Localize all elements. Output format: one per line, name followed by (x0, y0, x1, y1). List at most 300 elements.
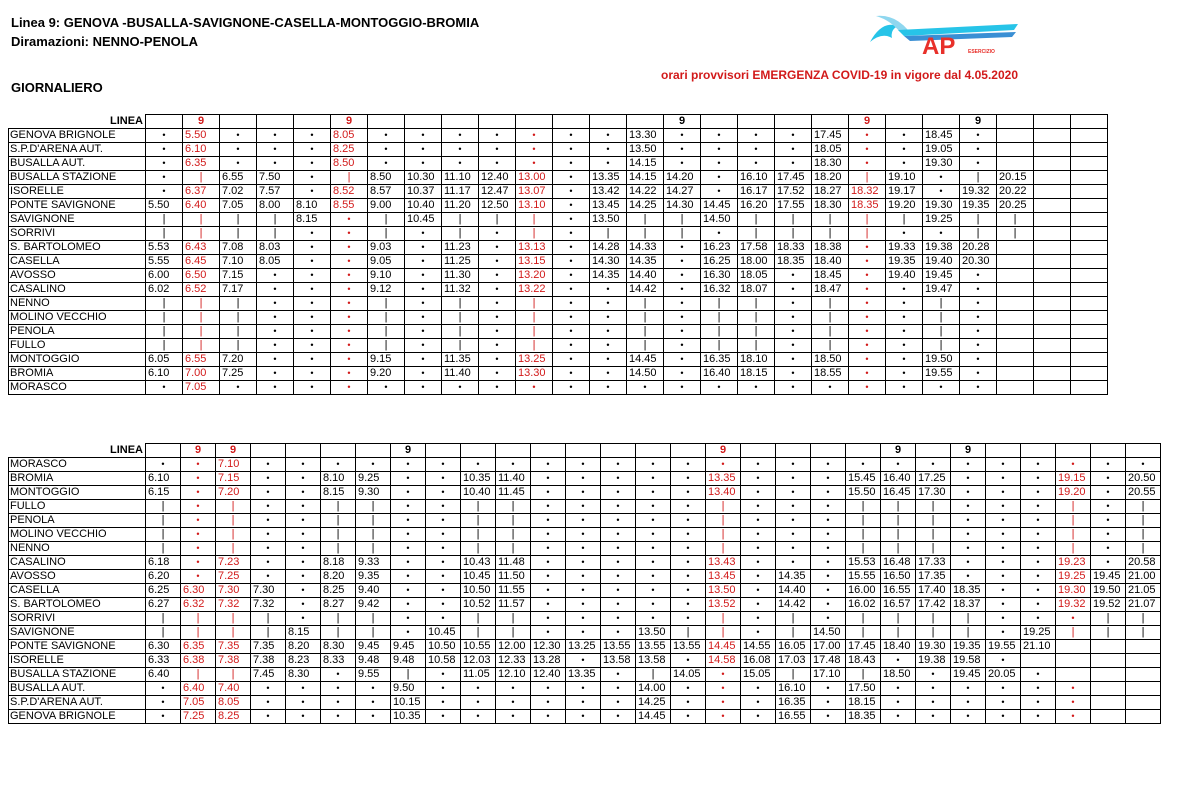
time-cell: • (671, 472, 706, 486)
time-cell: • (426, 472, 461, 486)
time-cell: • (741, 556, 776, 570)
time-cell: 16.55 (881, 584, 916, 598)
time-cell: • (775, 143, 812, 157)
time-cell: • (294, 311, 331, 325)
time-cell: 18.45 (812, 269, 849, 283)
stop-name: BUSALLA STAZIONE (9, 171, 146, 185)
time-cell: • (286, 472, 321, 486)
time-cell: • (916, 458, 951, 472)
time-cell: | (461, 528, 496, 542)
time-cell: 20.22 (997, 185, 1034, 199)
time-cell: • (664, 311, 701, 325)
time-cell: | (951, 626, 986, 640)
time-cell: | (923, 339, 960, 353)
time-cell: • (553, 339, 590, 353)
time-cell: • (701, 381, 738, 395)
time-cell: | (916, 626, 951, 640)
time-cell: • (531, 696, 566, 710)
time-cell: | (496, 528, 531, 542)
time-cell: 16.23 (701, 241, 738, 255)
time-cell: • (531, 570, 566, 584)
time-cell: • (146, 458, 181, 472)
time-cell: | (916, 514, 951, 528)
time-cell: • (775, 311, 812, 325)
time-cell: • (531, 556, 566, 570)
time-cell: • (391, 486, 426, 500)
line-number-cell (294, 115, 331, 129)
time-cell: 20.50 (1126, 472, 1161, 486)
time-cell (1034, 213, 1071, 227)
time-cell: • (776, 486, 811, 500)
time-cell: • (738, 129, 775, 143)
time-cell: • (741, 514, 776, 528)
time-cell: • (601, 458, 636, 472)
time-cell: • (461, 682, 496, 696)
time-cell: • (294, 353, 331, 367)
line-number-cell: 9 (331, 115, 368, 129)
page-subtitle: Diramazioni: NENNO-PENOLA (11, 34, 199, 49)
stop-name: S. BARTOLOMEO (9, 241, 146, 255)
line-number-cell (601, 444, 636, 458)
time-cell: 18.15 (846, 696, 881, 710)
time-cell: 10.55 (461, 640, 496, 654)
time-cell: • (811, 584, 846, 598)
time-cell: • (671, 556, 706, 570)
time-cell: | (997, 227, 1034, 241)
time-cell: • (601, 710, 636, 724)
time-cell: • (671, 500, 706, 514)
time-cell: 10.50 (426, 640, 461, 654)
time-cell: | (442, 297, 479, 311)
time-cell: • (286, 682, 321, 696)
time-cell: • (664, 129, 701, 143)
time-cell: • (566, 486, 601, 500)
line-number-cell: 9 (216, 444, 251, 458)
time-cell: • (590, 311, 627, 325)
time-cell: 7.17 (220, 283, 257, 297)
line-number-cell (146, 115, 183, 129)
line-number-cell (566, 444, 601, 458)
time-cell: • (146, 185, 183, 199)
time-cell: • (881, 654, 916, 668)
time-cell: 6.52 (183, 283, 220, 297)
time-cell: • (553, 381, 590, 395)
time-cell: | (881, 542, 916, 556)
time-cell: • (636, 514, 671, 528)
time-cell: • (257, 269, 294, 283)
time-cell: 14.45 (706, 640, 741, 654)
time-cell: • (294, 241, 331, 255)
time-cell: • (664, 143, 701, 157)
time-cell: • (553, 143, 590, 157)
time-cell: • (916, 710, 951, 724)
time-cell (1071, 157, 1108, 171)
stop-row (9, 472, 1161, 486)
line-number-cell (516, 115, 553, 129)
stop-name: BROMIA (9, 367, 146, 381)
time-cell: • (986, 696, 1021, 710)
time-cell: 7.25 (216, 570, 251, 584)
time-cell: 14.42 (776, 598, 811, 612)
time-cell: • (553, 171, 590, 185)
time-cell: • (811, 682, 846, 696)
time-cell: | (701, 311, 738, 325)
time-cell: • (849, 157, 886, 171)
time-cell: 9.48 (356, 654, 391, 668)
stop-row (9, 171, 1108, 185)
time-cell: | (356, 612, 391, 626)
stop-name: BUSALLA STAZIONE (9, 668, 146, 682)
time-cell: 18.10 (738, 353, 775, 367)
time-cell: • (405, 129, 442, 143)
time-cell: • (986, 584, 1021, 598)
time-cell (997, 367, 1034, 381)
time-cell: • (960, 367, 997, 381)
time-cell: • (405, 311, 442, 325)
time-cell: • (738, 143, 775, 157)
time-cell: | (1056, 542, 1091, 556)
time-cell: 16.32 (701, 283, 738, 297)
time-cell (1034, 241, 1071, 255)
logo-text: AP (922, 33, 956, 60)
time-cell: 19.15 (1056, 472, 1091, 486)
time-cell: 14.45 (701, 199, 738, 213)
time-cell: | (368, 325, 405, 339)
stop-name: GENOVA BRIGNOLE (9, 129, 146, 143)
time-cell: • (286, 570, 321, 584)
line-number-cell (986, 444, 1021, 458)
time-cell: 6.43 (183, 241, 220, 255)
time-cell: • (496, 458, 531, 472)
time-cell: • (811, 612, 846, 626)
time-cell: • (671, 584, 706, 598)
time-cell: • (516, 143, 553, 157)
time-cell: | (1126, 528, 1161, 542)
time-cell: • (181, 486, 216, 500)
time-cell: • (405, 367, 442, 381)
time-cell: • (701, 185, 738, 199)
time-cell: • (181, 472, 216, 486)
time-cell: | (664, 213, 701, 227)
time-cell: • (741, 458, 776, 472)
line-number-cell (442, 115, 479, 129)
time-cell: • (706, 458, 741, 472)
stop-row (9, 654, 1161, 668)
line-number-cell (671, 444, 706, 458)
time-cell: • (257, 129, 294, 143)
time-cell: | (590, 227, 627, 241)
time-cell: 19.35 (960, 199, 997, 213)
time-cell: 8.55 (331, 199, 368, 213)
time-cell: • (566, 458, 601, 472)
time-cell: • (601, 668, 636, 682)
time-cell: • (601, 514, 636, 528)
time-cell: • (566, 682, 601, 696)
time-cell: • (1021, 514, 1056, 528)
time-cell: 13.52 (706, 598, 741, 612)
line-number-cell (590, 115, 627, 129)
time-cell (1126, 640, 1161, 654)
time-cell: 9.00 (368, 199, 405, 213)
time-cell: • (391, 472, 426, 486)
stop-name: FULLO (9, 339, 146, 353)
time-cell: | (849, 171, 886, 185)
line-number-cell (286, 444, 321, 458)
time-cell: • (601, 626, 636, 640)
line-number-cell (405, 115, 442, 129)
time-cell: • (426, 542, 461, 556)
time-cell: | (183, 339, 220, 353)
time-cell: • (286, 696, 321, 710)
time-cell: • (461, 458, 496, 472)
time-cell: 7.05 (181, 696, 216, 710)
time-cell: • (331, 297, 368, 311)
stop-row (9, 486, 1161, 500)
time-cell: 9.33 (356, 556, 391, 570)
time-cell: | (516, 227, 553, 241)
time-cell: | (1056, 626, 1091, 640)
time-cell: • (531, 598, 566, 612)
stop-name: SORRIVI (9, 612, 146, 626)
time-cell: 6.45 (183, 255, 220, 269)
time-cell: 17.45 (846, 640, 881, 654)
time-cell: 6.35 (183, 157, 220, 171)
time-cell: • (886, 311, 923, 325)
time-cell: 8.33 (321, 654, 356, 668)
time-cell: • (294, 325, 331, 339)
time-cell: • (775, 367, 812, 381)
time-cell: | (368, 213, 405, 227)
stop-name: ISORELLE (9, 185, 146, 199)
time-cell: • (671, 542, 706, 556)
time-cell: 16.08 (741, 654, 776, 668)
time-cell: | (331, 171, 368, 185)
time-cell: • (671, 612, 706, 626)
time-cell: 7.08 (220, 241, 257, 255)
time-cell: | (257, 213, 294, 227)
time-cell: • (405, 143, 442, 157)
time-cell: • (566, 500, 601, 514)
time-cell: • (849, 241, 886, 255)
stop-name: AVOSSO (9, 269, 146, 283)
time-cell: | (183, 325, 220, 339)
time-cell: 18.33 (775, 241, 812, 255)
time-cell: 17.45 (812, 129, 849, 143)
time-cell: • (286, 528, 321, 542)
line-number-cell (531, 444, 566, 458)
time-cell: • (986, 598, 1021, 612)
time-cell: • (479, 297, 516, 311)
stop-row (9, 227, 1108, 241)
time-cell: 8.10 (321, 472, 356, 486)
stop-name: PENOLA (9, 514, 146, 528)
time-cell: • (553, 325, 590, 339)
time-cell: • (1091, 542, 1126, 556)
time-cell: • (331, 213, 368, 227)
time-cell: • (426, 500, 461, 514)
time-cell: • (251, 542, 286, 556)
time-cell: 7.25 (181, 710, 216, 724)
time-cell: 9.15 (368, 353, 405, 367)
stop-row (9, 668, 1161, 682)
time-cell: 19.45 (923, 269, 960, 283)
time-cell: • (426, 696, 461, 710)
time-cell: • (220, 129, 257, 143)
time-cell: • (601, 556, 636, 570)
time-cell: • (986, 654, 1021, 668)
time-cell: • (294, 283, 331, 297)
time-cell: • (286, 542, 321, 556)
time-cell: • (553, 353, 590, 367)
time-cell: • (601, 528, 636, 542)
time-cell (1071, 367, 1108, 381)
time-cell: | (701, 325, 738, 339)
time-cell: 18.40 (881, 640, 916, 654)
time-cell (997, 325, 1034, 339)
stop-row (9, 584, 1161, 598)
time-cell: 10.43 (461, 556, 496, 570)
time-cell: • (886, 353, 923, 367)
line-number-cell (775, 115, 812, 129)
time-cell: • (960, 269, 997, 283)
line-number-cell (1071, 115, 1108, 129)
time-cell: 18.47 (812, 283, 849, 297)
time-cell: | (916, 528, 951, 542)
time-cell (1034, 129, 1071, 143)
time-cell: 7.30 (251, 584, 286, 598)
time-cell: • (886, 367, 923, 381)
time-cell: 10.37 (405, 185, 442, 199)
time-cell (1091, 696, 1126, 710)
line-number-cell: 9 (881, 444, 916, 458)
time-cell: • (741, 486, 776, 500)
time-cell: | (627, 339, 664, 353)
time-cell: 14.35 (776, 570, 811, 584)
time-cell: • (741, 584, 776, 598)
time-cell: • (960, 311, 997, 325)
time-cell: | (701, 339, 738, 353)
time-cell: • (775, 381, 812, 395)
time-cell: • (738, 157, 775, 171)
line-number-cell (1056, 444, 1091, 458)
time-cell: • (849, 143, 886, 157)
time-cell: • (811, 514, 846, 528)
time-cell: | (960, 227, 997, 241)
time-cell: • (636, 486, 671, 500)
time-cell: | (181, 668, 216, 682)
time-cell: • (1056, 696, 1091, 710)
time-cell: 17.55 (775, 199, 812, 213)
time-cell: • (479, 367, 516, 381)
time-cell: | (442, 213, 479, 227)
time-cell: 12.50 (479, 199, 516, 213)
time-cell: 8.20 (286, 640, 321, 654)
time-cell: • (1021, 458, 1056, 472)
line-number-cell (220, 115, 257, 129)
time-cell: • (701, 157, 738, 171)
time-cell: 18.30 (812, 157, 849, 171)
time-cell: 8.25 (216, 710, 251, 724)
time-cell: 13.30 (516, 367, 553, 381)
time-cell: • (741, 626, 776, 640)
time-cell: 8.05 (331, 129, 368, 143)
time-cell: 18.27 (812, 185, 849, 199)
time-cell: • (776, 528, 811, 542)
time-cell: • (881, 458, 916, 472)
time-cell (997, 339, 1034, 353)
stop-row (9, 339, 1108, 353)
time-cell: • (251, 514, 286, 528)
time-cell: 11.25 (442, 255, 479, 269)
time-cell: 10.30 (405, 171, 442, 185)
stop-row (9, 640, 1161, 654)
stop-row (9, 283, 1108, 297)
time-cell: 13.55 (601, 640, 636, 654)
time-cell: • (886, 129, 923, 143)
time-cell: | (886, 213, 923, 227)
time-cell: 16.10 (776, 682, 811, 696)
time-cell: | (496, 514, 531, 528)
time-cell: 16.48 (881, 556, 916, 570)
time-cell: | (146, 612, 181, 626)
time-cell: | (701, 297, 738, 311)
time-cell (1034, 255, 1071, 269)
time-cell: | (706, 542, 741, 556)
time-cell: • (516, 129, 553, 143)
time-cell: • (636, 556, 671, 570)
time-cell: • (553, 185, 590, 199)
time-cell: | (881, 528, 916, 542)
time-cell: 17.33 (916, 556, 951, 570)
stop-row (9, 143, 1108, 157)
time-cell: • (886, 325, 923, 339)
time-cell: 11.05 (461, 668, 496, 682)
time-cell: • (251, 486, 286, 500)
time-cell: • (664, 269, 701, 283)
time-cell: • (479, 227, 516, 241)
time-cell: • (321, 696, 356, 710)
time-cell: • (553, 199, 590, 213)
time-cell: • (601, 682, 636, 696)
time-cell: | (997, 213, 1034, 227)
time-cell: • (426, 668, 461, 682)
time-cell: • (636, 500, 671, 514)
time-cell: | (321, 528, 356, 542)
time-cell: • (531, 584, 566, 598)
time-cell: • (331, 353, 368, 367)
time-cell: | (1126, 612, 1161, 626)
time-cell: 18.20 (812, 171, 849, 185)
time-cell: • (590, 381, 627, 395)
time-cell: 19.35 (951, 640, 986, 654)
time-cell: • (923, 171, 960, 185)
time-cell: 7.00 (183, 367, 220, 381)
company-logo (868, 12, 1040, 60)
time-cell: • (391, 528, 426, 542)
stop-name: PONTE SAVIGNONE (9, 199, 146, 213)
time-cell: | (479, 213, 516, 227)
time-cell: • (849, 283, 886, 297)
time-cell: | (146, 514, 181, 528)
line-number-cell (916, 444, 951, 458)
time-cell: 6.25 (146, 584, 181, 598)
stop-row (9, 682, 1161, 696)
time-cell: • (741, 612, 776, 626)
line-number-cell (368, 115, 405, 129)
time-cell: • (257, 143, 294, 157)
time-cell: 16.57 (881, 598, 916, 612)
time-cell: 10.50 (461, 584, 496, 598)
